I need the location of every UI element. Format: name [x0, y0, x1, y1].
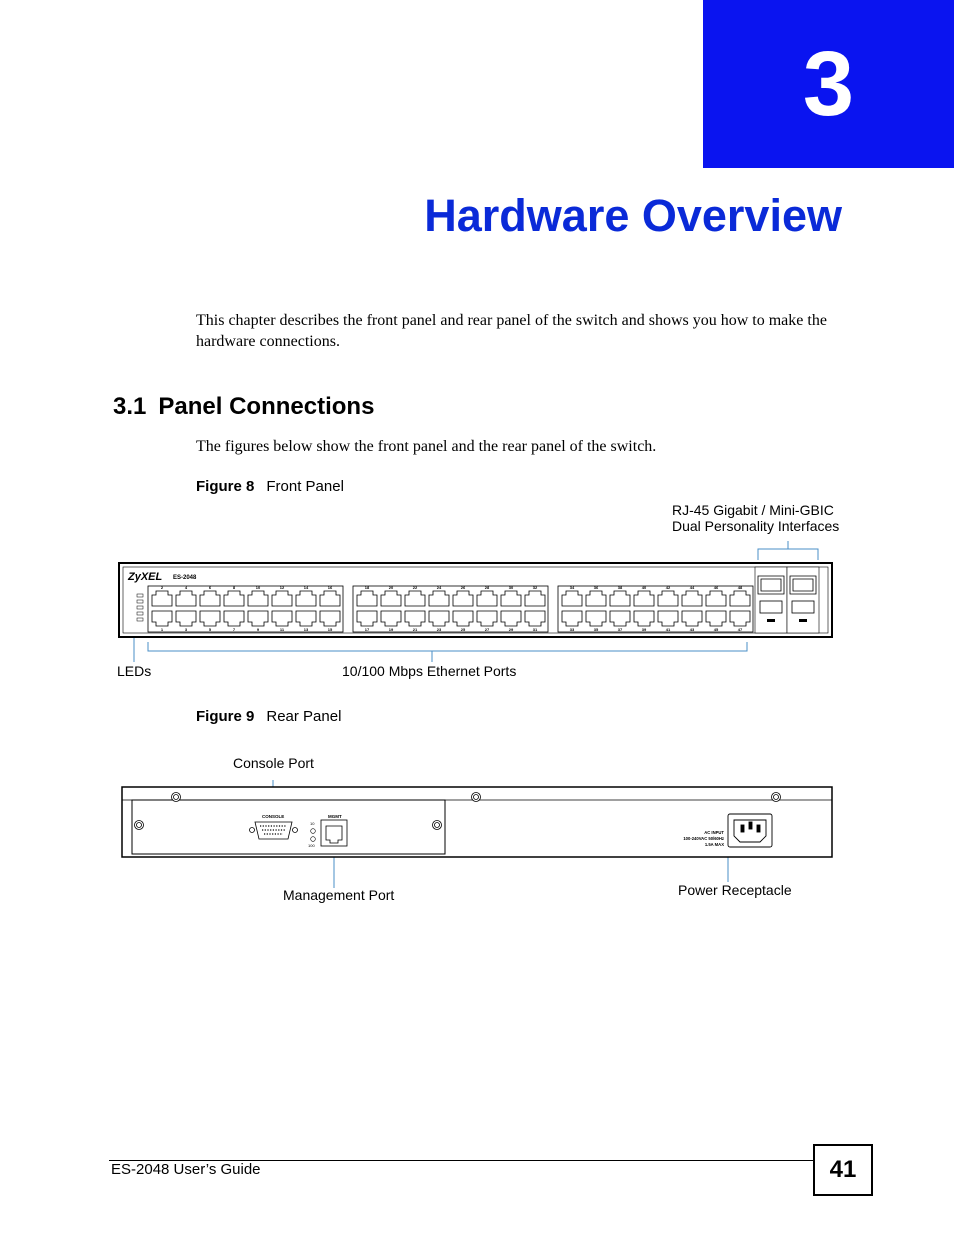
port-number-label: 35: [593, 627, 599, 632]
console-port-label: CONSOLE: [262, 814, 285, 819]
port-number-label: 39: [641, 627, 647, 632]
port-number-label: 9: [256, 627, 260, 632]
port-number-label: 36: [593, 585, 599, 590]
intro-paragraph: This chapter describes the front panel and rear panel of the switch and shows you how to make the hardware connections.: [196, 312, 827, 350]
port-number-label: 31: [532, 627, 538, 632]
port-number-label: 29: [508, 627, 514, 632]
port-number-label: 6: [208, 585, 212, 590]
model-label: ES-2048: [173, 575, 197, 581]
port-number-label: 44: [689, 585, 695, 590]
port-number-label: 4: [184, 585, 188, 590]
port-number-label: 32: [532, 585, 538, 590]
ac-line-3: 1.5A MAX: [704, 842, 724, 847]
port-number-label: 7: [232, 627, 236, 632]
uplink-callout-line2: Dual Personality Interfaces: [672, 518, 840, 534]
port-number-label: 34: [569, 585, 575, 590]
footer-guide-title: ES-2048 User’s Guide: [111, 1161, 261, 1178]
ethernet-bracket: [148, 642, 747, 662]
port-number-label: 3: [184, 627, 188, 632]
section-heading: [113, 393, 374, 421]
port-number-label: 43: [689, 627, 695, 632]
port-number-label: 13: [303, 627, 309, 632]
ethernet-port-groups: [148, 585, 753, 632]
port-number-label: 19: [388, 627, 394, 632]
uplink-callout-line1: RJ-45 Gigabit / Mini-GBIC: [672, 502, 834, 518]
figure-8-caption: [196, 478, 344, 495]
rear-panel-figure: [0, 770, 954, 910]
port-number-label: 40: [641, 585, 647, 590]
port-number-label: 41: [665, 627, 671, 632]
console-callout: Console Port: [233, 755, 314, 771]
port-number-label: 21: [412, 627, 418, 632]
port-group-frame: [148, 586, 343, 632]
port-number-label: 23: [436, 627, 442, 632]
port-number-label: 20: [388, 585, 394, 590]
port-number-label: 15: [327, 627, 333, 632]
mini-gbic-slot: [792, 601, 814, 613]
slot-label-mark: [767, 619, 775, 622]
uplink-ports: [755, 567, 819, 633]
port-number-label: 47: [737, 627, 743, 632]
figure-8-label: Figure 8: [196, 478, 255, 495]
figure-9-caption: [196, 708, 341, 725]
port-number-label: 46: [713, 585, 719, 590]
port-number-label: 37: [617, 627, 623, 632]
port-group-frame: [353, 586, 548, 632]
port-number-label: 33: [569, 627, 575, 632]
port-number-label: 1: [160, 627, 164, 632]
port-number-label: 11: [279, 627, 285, 632]
port-number-label: 10: [255, 585, 261, 590]
ac-line-2: 100-240VAC 50/60Hz: [683, 836, 724, 841]
chapter-title: Hardware Overview: [424, 190, 842, 241]
figure-9-title: Rear Panel: [266, 708, 342, 725]
brand-logo: ZyXEL: [128, 571, 163, 583]
mgmt-led-10: 10: [310, 821, 315, 826]
mgmt-led-100: 100: [308, 843, 315, 848]
figure-8-title: Front Panel: [266, 478, 344, 495]
port-number-label: 38: [617, 585, 623, 590]
port-number-label: 17: [364, 627, 370, 632]
port-number-label: 45: [713, 627, 719, 632]
port-number-label: 5: [208, 627, 212, 632]
port-number-label: 48: [737, 585, 743, 590]
port-number-label: 12: [279, 585, 285, 590]
port-number-label: 42: [665, 585, 671, 590]
figure-9-label: Figure 9: [196, 708, 255, 725]
port-number-label: 28: [484, 585, 490, 590]
port-group-frame: [558, 586, 753, 632]
port-number-label: 24: [436, 585, 442, 590]
power-receptacle: [728, 814, 772, 847]
uplink-callout: [672, 502, 839, 534]
port-number-label: 27: [484, 627, 490, 632]
mini-gbic-slot: [760, 601, 782, 613]
management-port: [321, 820, 347, 846]
chapter-number: 3: [703, 0, 954, 168]
management-callout: Management Port: [283, 887, 395, 903]
section-number: 3.1: [113, 393, 147, 420]
uplink-bracket: [758, 541, 818, 560]
section-title: Panel Connections: [158, 393, 375, 420]
port-number-label: 26: [460, 585, 466, 590]
leds-callout: LEDs: [117, 663, 152, 679]
port-number-label: 8: [232, 585, 236, 590]
mgmt-port-label: MGMT: [328, 814, 342, 819]
port-number-label: 22: [412, 585, 418, 590]
slot-label-mark: [799, 619, 807, 622]
port-number-label: 25: [460, 627, 466, 632]
power-callout: Power Receptacle: [678, 882, 792, 898]
port-number-label: 18: [364, 585, 370, 590]
port-number-label: 2: [160, 585, 164, 590]
port-number-label: 16: [327, 585, 333, 590]
section-paragraph: The figures below show the front panel and the rear panel of the switch.: [196, 438, 657, 455]
port-number-label: 14: [303, 585, 309, 590]
port-number-label: 30: [508, 585, 514, 590]
page-number: 41: [813, 1144, 873, 1196]
ac-line-1: AC INPUT: [704, 830, 724, 835]
ethernet-callout: 10/100 Mbps Ethernet Ports: [342, 663, 517, 679]
